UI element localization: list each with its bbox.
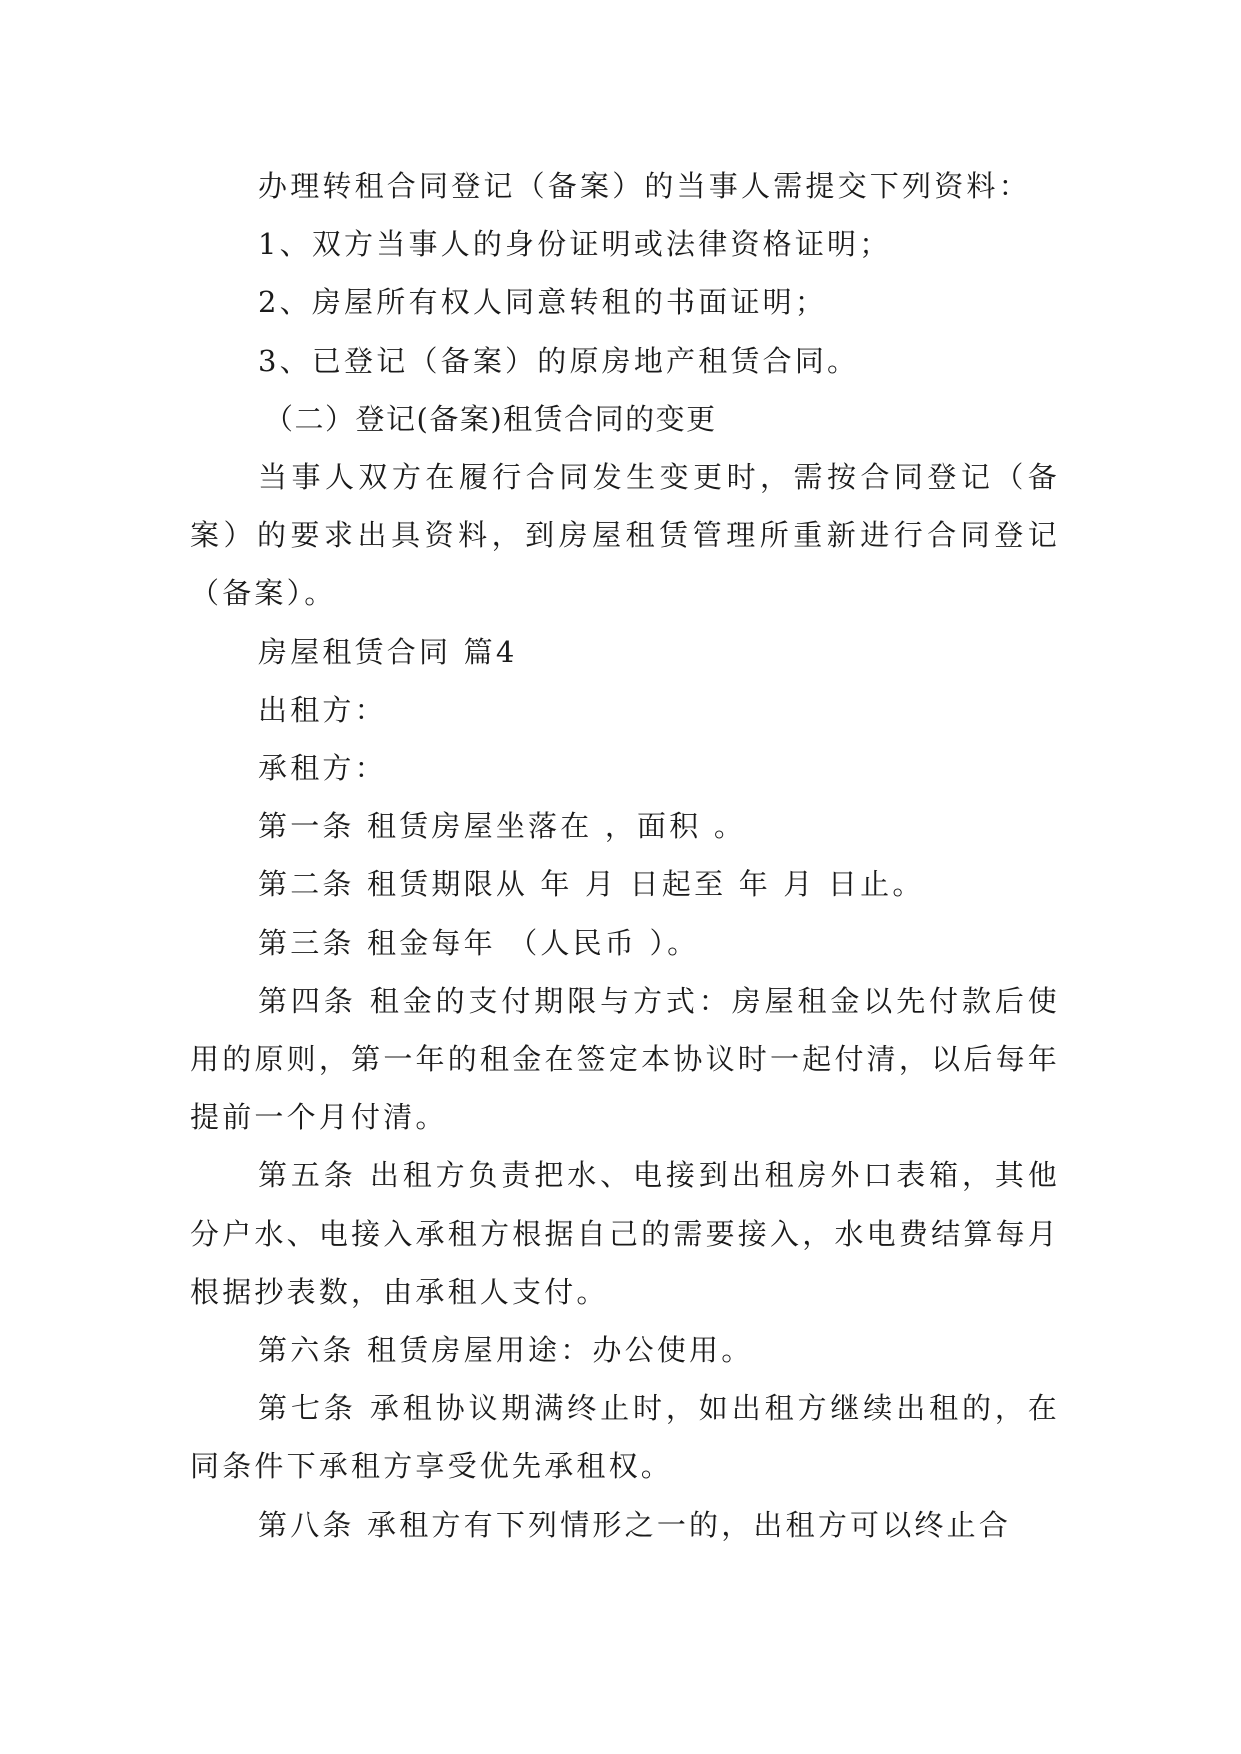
paragraph-item-1: 1、双方当事人的身份证明或法律资格证明； bbox=[258, 227, 892, 262]
paragraph-contract-change: 当事人双方在履行合同发生变更时，需按合同登记（备案）的要求出具资料，到房屋租赁管理所重新进行合同登记（备案）。 bbox=[190, 460, 1060, 611]
article-3: 第三条 租金每年 （人民币 ）。 bbox=[258, 925, 700, 960]
section-heading-contract-change: （二）登记(备案)租赁合同的变更 bbox=[264, 401, 717, 436]
article-6: 第六条 租赁房屋用途：办公使用。 bbox=[258, 1333, 754, 1368]
article-7: 第七条 承租协议期满终止时，如出租方继续出租的，在同条件下承租方享受优先承租权。 bbox=[190, 1391, 1060, 1484]
paragraph-lessor: 出租方： bbox=[258, 692, 387, 727]
article-5: 第五条 出租方负责把水、电接到出租房外口表箱，其他分户水、电接入承租方根据自己的需要接入，水电费结算每月根据抄表数，由承租人支付。 bbox=[190, 1158, 1060, 1309]
article-2: 第二条 租赁期限从 年 月 日起至 年 月 日止。 bbox=[258, 867, 925, 902]
section-heading-lease-contract-4: 房屋租赁合同 篇4 bbox=[258, 634, 518, 669]
paragraph-item-3: 3、已登记（备案）的原房地产租赁合同。 bbox=[258, 343, 860, 378]
article-4: 第四条 租金的支付期限与方式：房屋租金以先付款后使用的原则，第一年的租金在签定本协议时一起付清，以后每年提前一个月付清。 bbox=[190, 983, 1060, 1135]
paragraph-sublease-materials: 办理转租合同登记（备案）的当事人需提交下列资料： bbox=[258, 169, 1031, 203]
article-1: 第一条 租赁房屋坐落在 ，面积 。 bbox=[258, 809, 747, 844]
paragraph-lessee: 承租方： bbox=[258, 751, 387, 786]
document-body bbox=[190, 157, 1060, 1554]
paragraph-item-2: 2、房屋所有权人同意转租的书面证明； bbox=[258, 285, 828, 320]
article-8: 第八条 承租方有下列情形之一的，出租方可以终止合 bbox=[258, 1507, 1012, 1542]
